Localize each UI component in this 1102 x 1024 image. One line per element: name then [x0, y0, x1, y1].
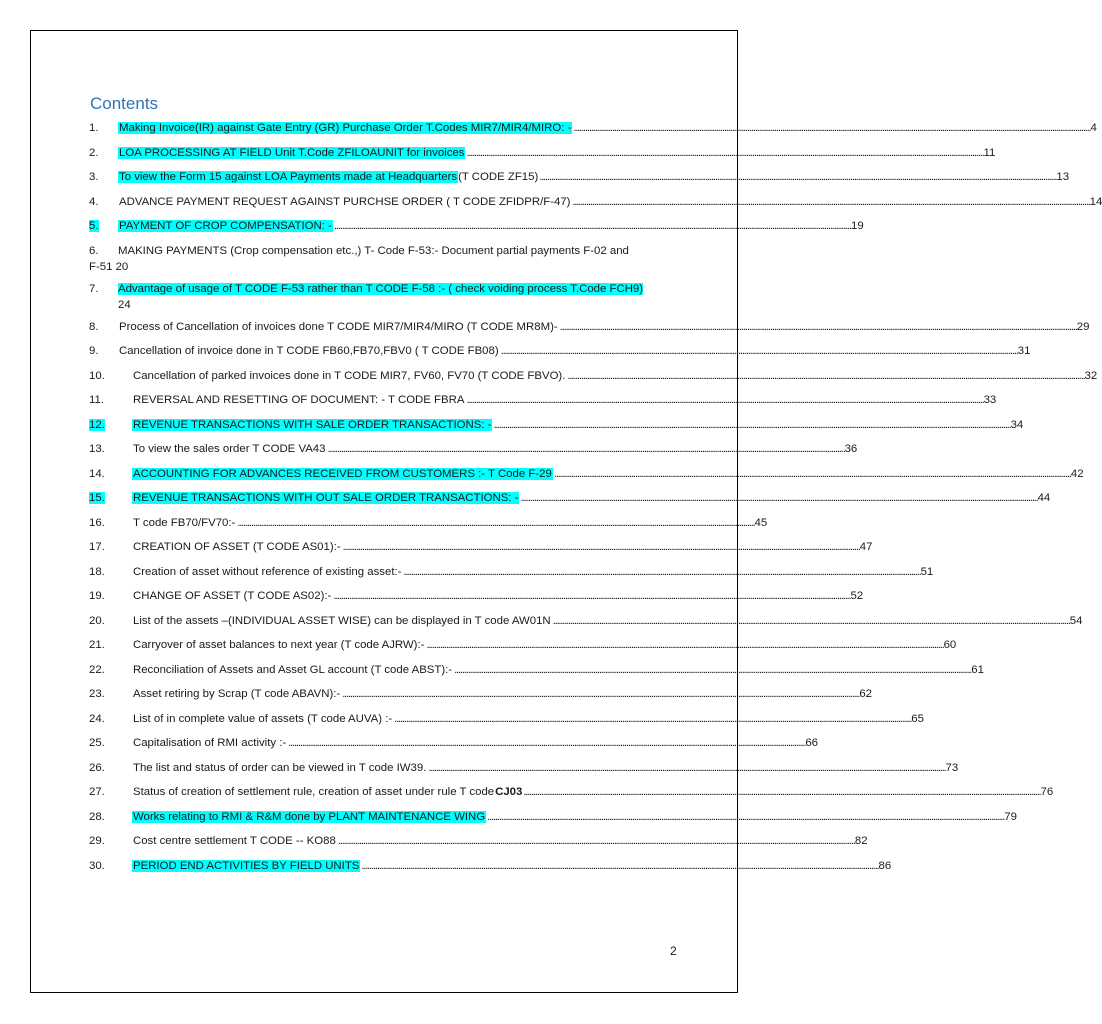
- toc-entry-number: 21.: [89, 639, 105, 651]
- toc-entry-page: 76: [1040, 786, 1054, 798]
- toc-entry-title: List of in complete value of assets (T code AUVA) :-: [133, 712, 393, 725]
- toc-entry[interactable]: [89, 166, 1070, 191]
- toc-entry-page: 13: [1056, 171, 1070, 183]
- toc-entry-title: Creation of asset without reference of existing asset:-: [133, 565, 402, 578]
- toc-entry-title: Cancellation of invoice done in T CODE FB60,FB70,FBV0 ( T CODE FB08): [119, 345, 499, 357]
- toc-entry[interactable]: [89, 659, 984, 684]
- toc-entry-page: 79: [1004, 810, 1017, 823]
- toc-entry[interactable]: [89, 389, 997, 414]
- toc-entry-title: MAKING PAYMENTS (Crop compensation etc.,) T- Code F-53:- Document partial payments F-02 and: [118, 244, 629, 257]
- toc-entry-number: 19.: [89, 590, 105, 602]
- toc-entry[interactable]: [89, 536, 873, 561]
- toc-entry[interactable]: [89, 610, 1083, 635]
- toc-entry-number: 16.: [89, 516, 105, 529]
- toc-entry-number: 23.: [89, 688, 105, 700]
- toc-entry[interactable]: [89, 117, 1097, 142]
- toc-entry-title: Reconciliation of Assets and Asset GL account (T code ABST):-: [133, 663, 453, 676]
- toc-entry-number: 30.: [89, 859, 105, 872]
- toc-entry-title: LOA PROCESSING AT FIELD Unit T.Code ZFILOAUNIT for invoices: [119, 146, 465, 159]
- toc-entry-page: 47: [859, 541, 873, 553]
- toc-entry-title: REVENUE TRANSACTIONS WITH OUT SALE ORDER TRANSACTIONS: -: [133, 492, 519, 504]
- toc-entry[interactable]: [89, 316, 1090, 341]
- toc-entry[interactable]: [89, 142, 996, 167]
- toc-entry-page: 86: [878, 859, 892, 872]
- toc-entry-number: 12.: [89, 418, 105, 431]
- toc-entry-title: The list and status of order can be viewed in T code IW39.: [133, 761, 427, 774]
- toc-leader-dots: [237, 517, 753, 529]
- toc-entry-page: 34: [1010, 418, 1024, 431]
- toc-entry-page: 51: [920, 565, 934, 578]
- toc-entry-page: 33: [983, 394, 997, 406]
- toc-entry-page: 11: [983, 146, 996, 159]
- toc-entry-number: 24.: [89, 712, 105, 725]
- toc-entry-number: 7.: [89, 282, 99, 295]
- toc-entry-title: Cancellation of parked invoices done in T CODE MIR7, FV60, FV70 (T CODE FBVO).: [133, 369, 566, 382]
- toc-entry-page: 19: [850, 220, 864, 232]
- toc-entry-page: 42: [1070, 467, 1084, 480]
- toc-entry-number: 14.: [89, 467, 105, 480]
- toc-entry-number: 9.: [89, 345, 99, 357]
- page-number: 2: [670, 944, 677, 958]
- toc-leader-dots: [560, 321, 1076, 333]
- toc-leader-dots: [338, 835, 854, 847]
- toc-entry-number: 8.: [89, 320, 99, 333]
- toc-entry-title: Advantage of usage of T CODE F-53 rather than T CODE F-58 :- ( check voiding process T.Code FCH9): [118, 282, 644, 295]
- toc-entry-title: CHANGE OF ASSET (T CODE AS02):-: [133, 590, 332, 602]
- toc-entry-number: 29.: [89, 835, 105, 847]
- toc-entry-number: 20.: [89, 614, 105, 627]
- toc-entry[interactable]: [89, 806, 1017, 831]
- toc-entry-page: 29: [1076, 320, 1090, 333]
- toc-entry-page: 52: [850, 590, 864, 602]
- toc-entry[interactable]: [89, 191, 1102, 216]
- toc-entry[interactable]: [89, 340, 1031, 365]
- toc-leader-dots: [288, 737, 804, 749]
- toc-entry[interactable]: [89, 561, 934, 586]
- toc-entry-number: 27.: [89, 786, 105, 798]
- toc-entry-title: ACCOUNTING FOR ADVANCES RECEIVED FROM CUSTOMERS :- T Code F-29: [133, 467, 552, 480]
- toc-leader-dots: [572, 196, 1088, 208]
- toc-leader-dots: [573, 122, 1089, 134]
- toc-leader-dots: [466, 394, 982, 406]
- toc-entry-number: 1.: [89, 122, 99, 134]
- toc-entry-number: 26.: [89, 761, 105, 774]
- toc-entry-continuation: 24: [118, 298, 131, 311]
- toc-entry[interactable]: [89, 215, 864, 240]
- toc-entry[interactable]: [89, 732, 818, 757]
- toc-entry-number: 28.: [89, 810, 105, 823]
- toc-entry-page: 73: [945, 761, 959, 774]
- toc-entry-title: Process of Cancellation of invoices done T CODE MIR7/MIR4/MIRO (T CODE MR8M)-: [119, 320, 558, 333]
- toc-leader-dots: [361, 860, 877, 872]
- toc-entry-bold-code: CJ03: [495, 786, 523, 798]
- toc-leader-dots: [554, 468, 1070, 480]
- toc-entry[interactable]: [89, 634, 957, 659]
- toc-entry-title: T code FB70/FV70:-: [133, 516, 236, 529]
- toc-leader-dots: [334, 220, 850, 232]
- toc-leader-dots: [327, 443, 843, 455]
- toc-entry-title: ADVANCE PAYMENT REQUEST AGAINST PURCHSE ORDER ( T CODE ZFIDPR/F-47): [119, 195, 571, 208]
- toc-entry-page: 36: [844, 443, 858, 455]
- toc-leader-dots: [539, 171, 1055, 183]
- toc-entry-title: Cost centre settlement T CODE -- KO88: [133, 835, 336, 847]
- toc-entry-number: 15.: [89, 492, 105, 504]
- toc-leader-dots: [342, 688, 858, 700]
- toc-entry-page: 62: [859, 688, 873, 700]
- toc-entry-number: 4.: [89, 195, 99, 208]
- toc-entry-title: Carryover of asset balances to next year (T code AJRW):-: [133, 639, 425, 651]
- table-of-contents: [89, 117, 1102, 879]
- toc-entry-title: Works relating to RMI & R&M done by PLANT MAINTENANCE WING: [133, 810, 486, 823]
- toc-entry[interactable]: [89, 463, 1084, 488]
- toc-entry-number: 25.: [89, 737, 105, 749]
- toc-leader-dots: [426, 639, 942, 651]
- toc-entry-number: 17.: [89, 541, 105, 553]
- toc-entry-number: 22.: [89, 663, 105, 676]
- toc-entry-number: 2.: [89, 146, 99, 159]
- toc-entry-page: 54: [1069, 614, 1083, 627]
- toc-entry[interactable]: [89, 683, 873, 708]
- toc-entry-title: PAYMENT OF CROP COMPENSATION: -: [119, 220, 332, 232]
- toc-entry-number: 3.: [89, 171, 99, 183]
- toc-entry-title: Making Invoice(IR) against Gate Entry (GR) Purchase Order T.Codes MIR7/MIR4/MIRO: -: [119, 122, 572, 134]
- toc-entry-page: 66: [805, 737, 818, 749]
- toc-entry[interactable]: [89, 414, 1024, 439]
- toc-entry[interactable]: [89, 240, 677, 278]
- toc-entry-page: 31: [1017, 345, 1031, 357]
- toc-entry-title: Asset retiring by Scrap (T code ABAVN):-: [133, 688, 341, 700]
- toc-entry-title: CREATION OF ASSET (T CODE AS01):-: [133, 541, 341, 553]
- toc-leader-dots: [567, 370, 1083, 382]
- toc-entry[interactable]: [89, 781, 1054, 806]
- toc-entry-number: 18.: [89, 565, 105, 578]
- toc-leader-dots: [520, 492, 1036, 504]
- toc-entry-page: 14: [1089, 195, 1102, 208]
- toc-entry-page: 65: [911, 712, 924, 725]
- toc-leader-dots: [487, 811, 1003, 823]
- toc-entry-page: 44: [1037, 492, 1051, 504]
- toc-entry-continuation: F-51 20: [89, 260, 129, 273]
- toc-leader-dots: [553, 615, 1069, 627]
- toc-entry-number: 6.: [89, 244, 99, 257]
- toc-entry-title: PERIOD END ACTIVITIES BY FIELD UNITS: [133, 859, 360, 872]
- toc-entry-page: 61: [971, 663, 984, 676]
- toc-entry-number: 5.: [89, 220, 99, 232]
- toc-entry-title: REVENUE TRANSACTIONS WITH SALE ORDER TRANSACTIONS: -: [133, 418, 492, 431]
- toc-entry[interactable]: [89, 855, 892, 880]
- toc-entry-page: 60: [943, 639, 957, 651]
- toc-leader-dots: [493, 419, 1009, 431]
- toc-entry-number: 11.: [89, 394, 104, 406]
- toc-entry[interactable]: [89, 487, 1051, 512]
- toc-entry[interactable]: [89, 512, 768, 537]
- toc-entry[interactable]: [89, 278, 677, 316]
- toc-entry-title: Status of creation of settlement rule, creation of asset under rule T code: [133, 786, 495, 798]
- toc-entry-title: List of the assets –(INDIVIDUAL ASSET WISE) can be displayed in T code AW01N: [133, 614, 551, 627]
- toc-leader-dots: [501, 345, 1017, 357]
- toc-heading: Contents: [90, 94, 159, 113]
- toc-entry-number: 10.: [89, 369, 105, 382]
- toc-leader-dots: [466, 147, 982, 159]
- toc-leader-dots: [523, 786, 1039, 798]
- toc-entry-page: 4: [1090, 122, 1097, 134]
- toc-entry-page: 45: [754, 516, 768, 529]
- toc-entry[interactable]: [89, 438, 858, 463]
- toc-leader-dots: [454, 664, 970, 676]
- toc-entry[interactable]: [89, 830, 868, 855]
- toc-entry-title: To view the sales order T CODE VA43: [133, 443, 326, 455]
- toc-leader-dots: [394, 713, 910, 725]
- toc-entry-page: 82: [854, 835, 868, 847]
- toc-entry-title: Capitalisation of RMI activity :-: [133, 737, 287, 749]
- toc-entry-title-suffix: (T CODE ZF15): [458, 171, 539, 183]
- toc-entry-page: 32: [1084, 369, 1098, 382]
- toc-entry[interactable]: [89, 365, 1098, 390]
- toc-entry[interactable]: [89, 585, 864, 610]
- toc-leader-dots: [428, 762, 944, 774]
- toc-leader-dots: [333, 590, 849, 602]
- toc-leader-dots: [403, 566, 919, 578]
- toc-entry-number: 13.: [89, 443, 105, 455]
- toc-entry[interactable]: [89, 708, 924, 733]
- toc-leader-dots: [343, 541, 859, 553]
- toc-entry[interactable]: [89, 757, 959, 782]
- toc-entry-title: To view the Form 15 against LOA Payments made at Headquarters: [119, 171, 458, 183]
- toc-entry-title: REVERSAL AND RESETTING OF DOCUMENT: - T CODE FBRA: [133, 394, 465, 406]
